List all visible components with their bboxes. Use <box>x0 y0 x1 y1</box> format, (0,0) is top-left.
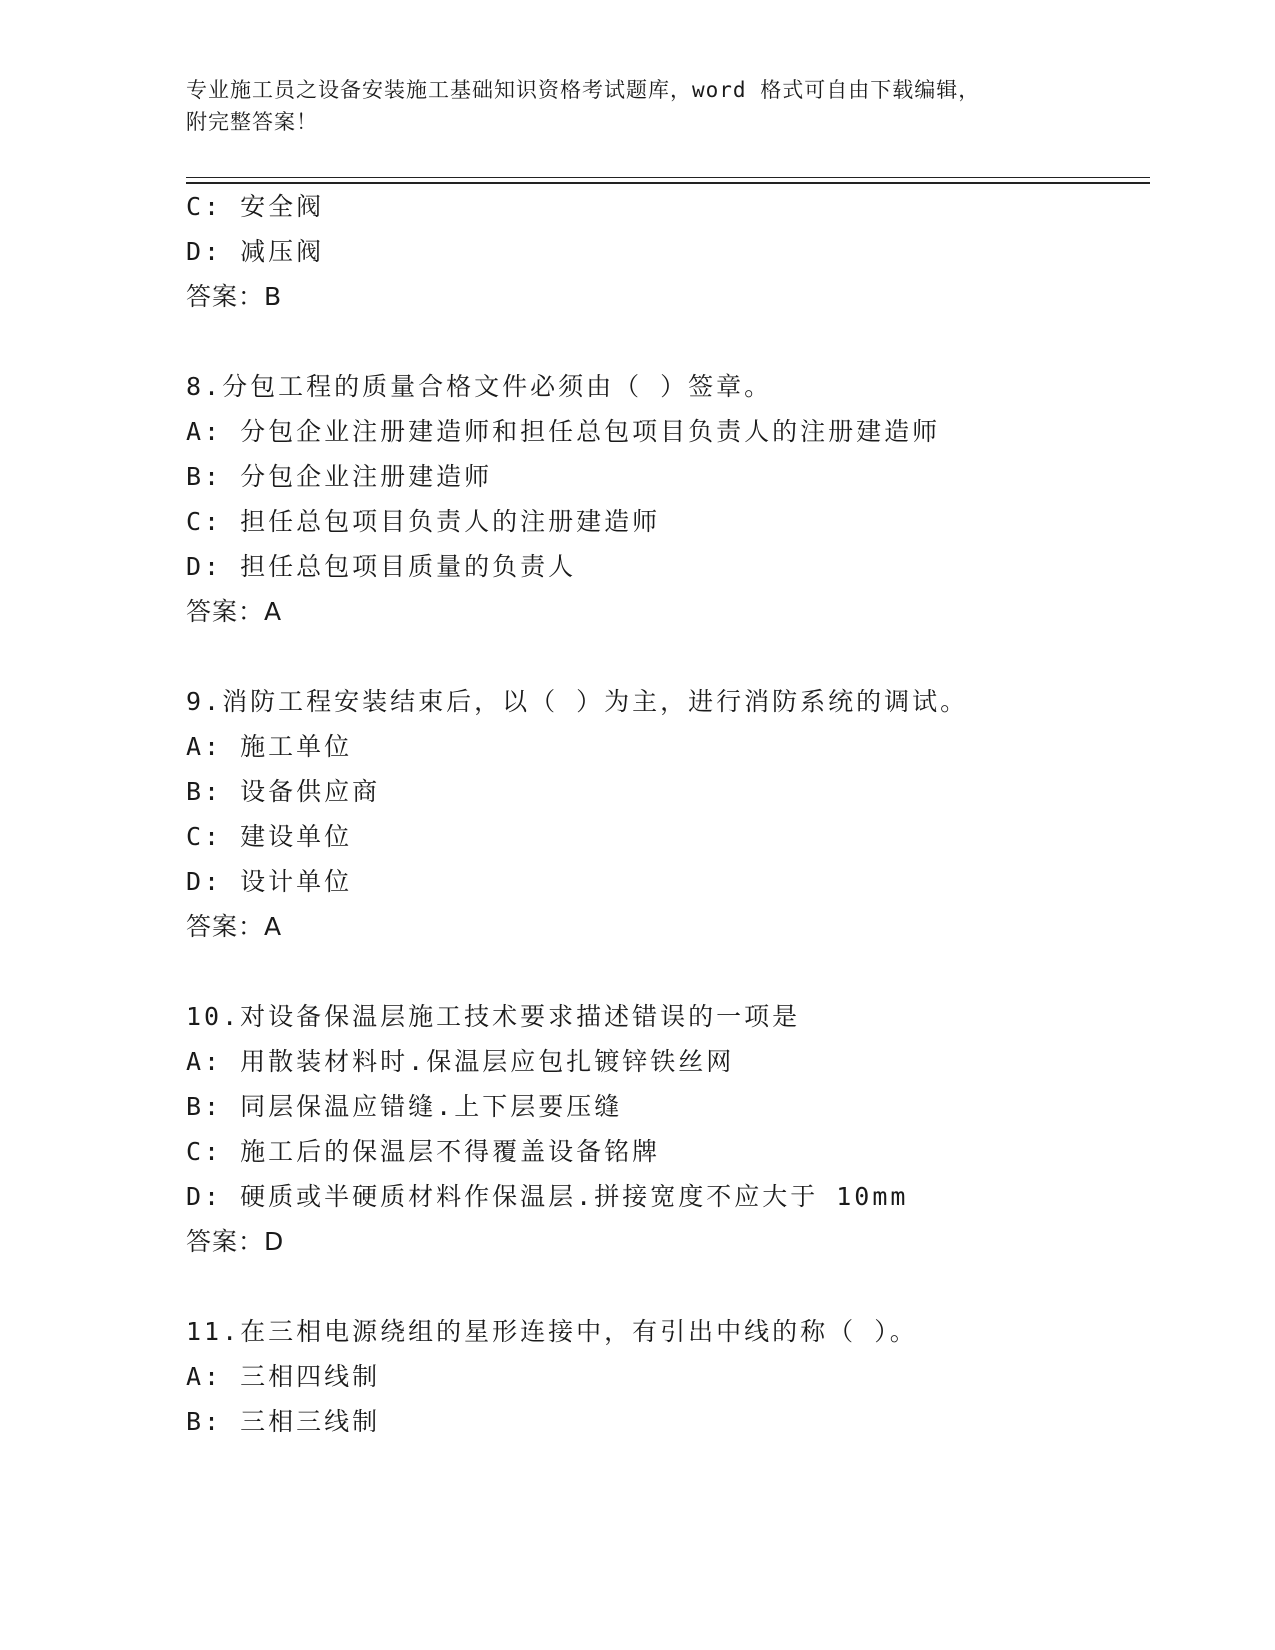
q9-option-d: D: 设计单位 <box>186 867 353 896</box>
q9-option-c: C: 建设单位 <box>186 822 353 851</box>
header-line-2: 附完整答案！ <box>186 110 318 134</box>
q8-option-a: A: 分包企业注册建造师和担任总包项目负责人的注册建造师 <box>186 417 941 446</box>
q8-stem: 8.分包工程的质量合格文件必须由（ ）签章。 <box>186 372 773 401</box>
q7-answer: 答案：B <box>186 282 283 311</box>
q10-option-b: B: 同层保温应错缝.上下层要压缝 <box>186 1092 623 1121</box>
q10-option-a: A: 用散装材料时.保温层应包扎镀锌铁丝网 <box>186 1047 735 1076</box>
document-header <box>186 74 1086 138</box>
q9-stem: 9.消防工程安装结束后，以（ ）为主，进行消防系统的调试。 <box>186 687 969 716</box>
q9-option-b: B: 设备供应商 <box>186 777 381 806</box>
header-line-1: 专业施工员之设备安装施工基础知识资格考试题库，word 格式可自由下载编辑， <box>186 78 981 102</box>
q11-option-a: A: 三相四线制 <box>186 1362 381 1391</box>
q10-stem: 10.对设备保温层施工技术要求描述错误的一项是 <box>186 1002 801 1031</box>
q7-option-c: C: 安全阀 <box>186 192 325 221</box>
q8-option-b: B: 分包企业注册建造师 <box>186 462 493 491</box>
q11-option-b: B: 三相三线制 <box>186 1407 381 1436</box>
q11-stem: 11.在三相电源绕组的星形连接中，有引出中线的称（ ）。 <box>186 1317 918 1346</box>
header-divider-thin <box>186 177 1150 178</box>
q9-option-a: A: 施工单位 <box>186 732 353 761</box>
q8-option-d: D: 担任总包项目质量的负责人 <box>186 552 577 581</box>
q10-answer: 答案：D <box>186 1227 285 1256</box>
q10-option-d: D: 硬质或半硬质材料作保温层.拼接宽度不应大于 10mm <box>186 1182 909 1211</box>
q8-answer: 答案：A <box>186 597 283 626</box>
q10-option-c: C: 施工后的保温层不得覆盖设备铭牌 <box>186 1137 661 1166</box>
q9-answer: 答案：A <box>186 912 283 941</box>
q8-option-c: C: 担任总包项目负责人的注册建造师 <box>186 507 661 536</box>
header-divider-thick <box>186 182 1150 184</box>
q7-option-d: D: 减压阀 <box>186 237 325 266</box>
